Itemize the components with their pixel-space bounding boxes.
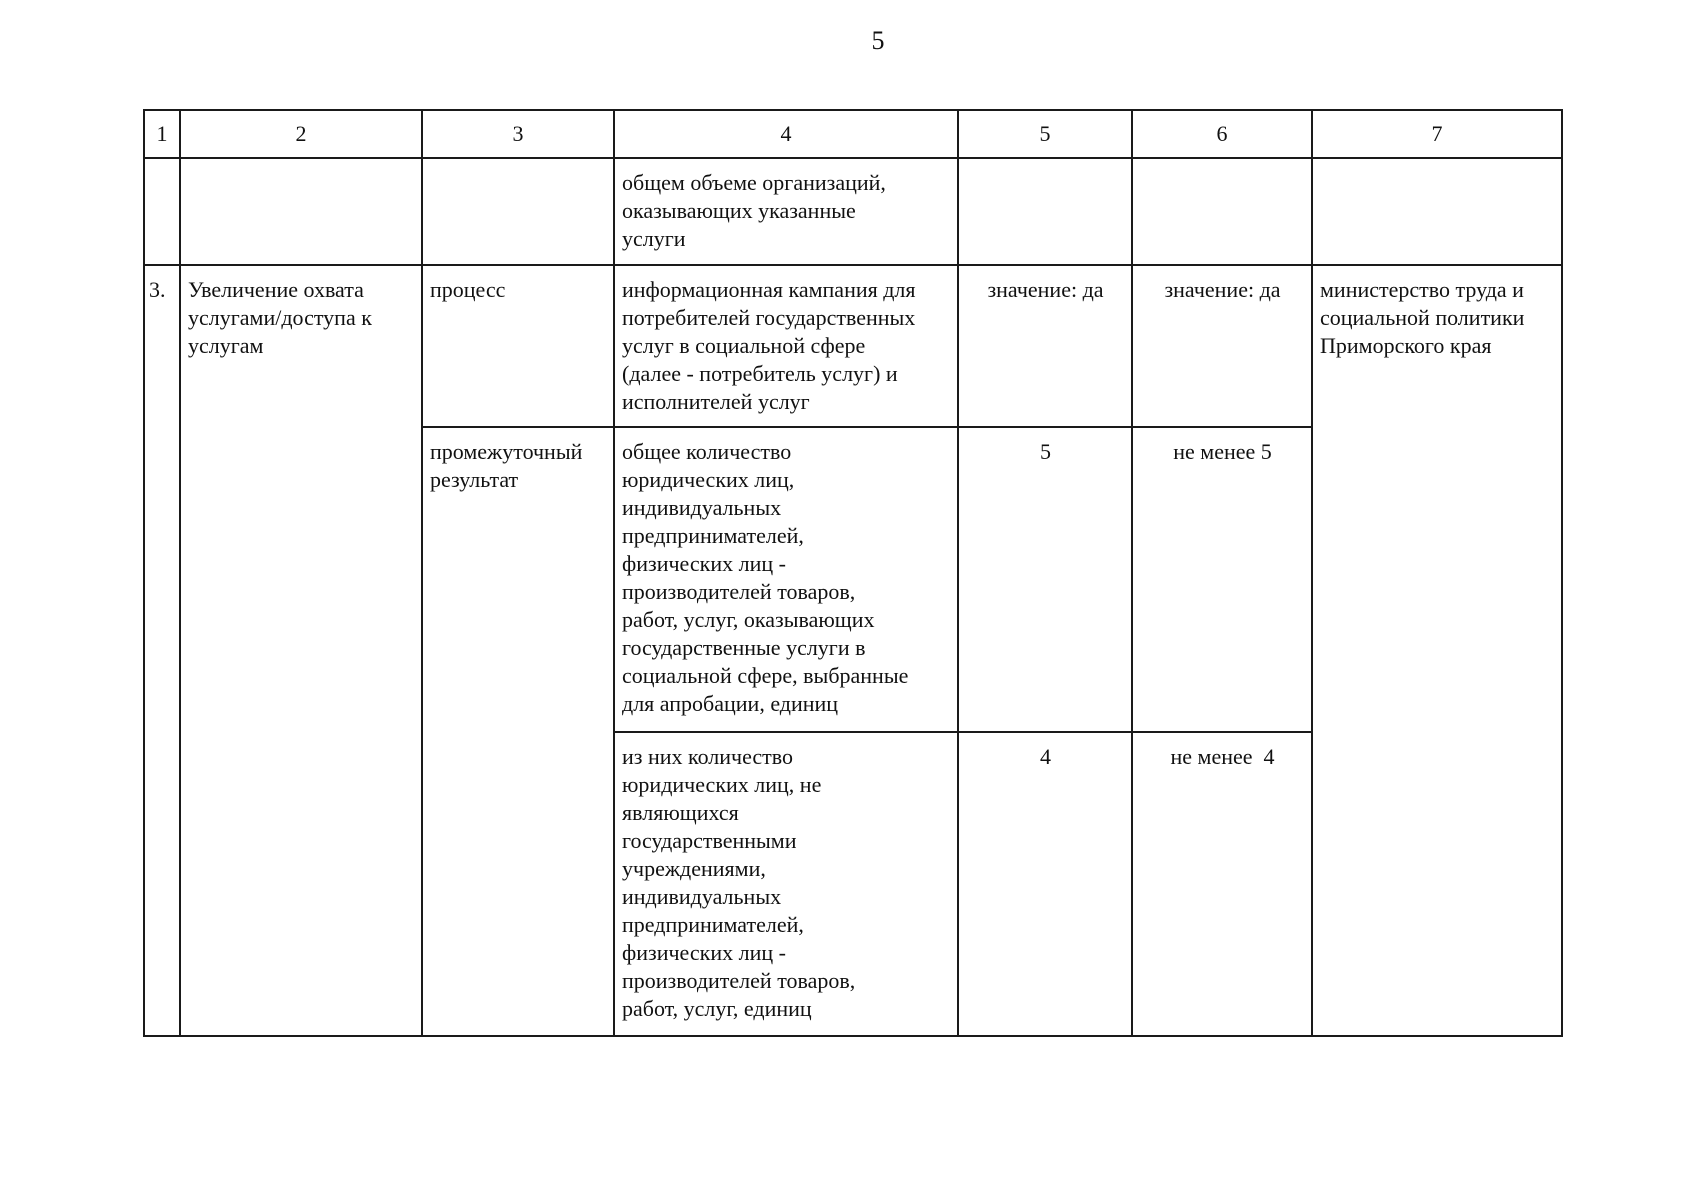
value-col6-cell: значение: да xyxy=(1132,265,1312,427)
row-number-cell: 3. xyxy=(144,265,180,1036)
value-col5-cell: 4 xyxy=(958,732,1132,1036)
column-header-2: 2 xyxy=(180,110,422,158)
value-col6-cell: не менее 5 xyxy=(1132,427,1312,732)
column-header-1: 1 xyxy=(144,110,180,158)
empty-cell xyxy=(144,158,180,265)
responsible-cell: министерство труда и социальной политики Приморского края xyxy=(1312,265,1562,1036)
column-header-6: 6 xyxy=(1132,110,1312,158)
indicator-cell: из них количество юридических лиц, не являющихся государственными учреждениями, индивидуальных предпринимателей, физических лиц - производителей товаров, работ, услуг, единиц xyxy=(614,732,958,1036)
column-header-4: 4 xyxy=(614,110,958,158)
continuation-row xyxy=(144,158,1562,265)
value-col5-cell: 5 xyxy=(958,427,1132,732)
empty-cell xyxy=(958,158,1132,265)
empty-cell xyxy=(422,158,614,265)
empty-cell xyxy=(1312,158,1562,265)
empty-cell xyxy=(1132,158,1312,265)
table-row xyxy=(144,265,1562,427)
indicator-cell: общее количество юридических лиц, индивидуальных предпринимателей, физических лиц - производителей товаров, работ, услуг, оказывающих государственные услуги в социальной сфере, выбранные для апробации, единиц xyxy=(614,427,958,732)
value-col5-cell: значение: да xyxy=(958,265,1132,427)
column-header-3: 3 xyxy=(422,110,614,158)
page-number: 5 xyxy=(871,26,885,55)
column-header-5: 5 xyxy=(958,110,1132,158)
table-header-row xyxy=(144,110,1562,158)
value-col6-cell: не менее 4 xyxy=(1132,732,1312,1036)
column-header-7: 7 xyxy=(1312,110,1562,158)
indicator-cell: информационная кампания для потребителей государственных услуг в социальной сфере (далее - потребитель услуг) и исполнителей услуг xyxy=(614,265,958,427)
continuation-indicator-cell: общем объеме организаций, оказывающих указанные услуги xyxy=(614,158,958,265)
indicator-type-cell: промежуточный результат xyxy=(422,427,614,1036)
indicators-table xyxy=(143,109,1563,1037)
indicator-type-cell: процесс xyxy=(422,265,614,427)
goal-cell: Увеличение охвата услугами/доступа к услугам xyxy=(180,265,422,1036)
empty-cell xyxy=(180,158,422,265)
